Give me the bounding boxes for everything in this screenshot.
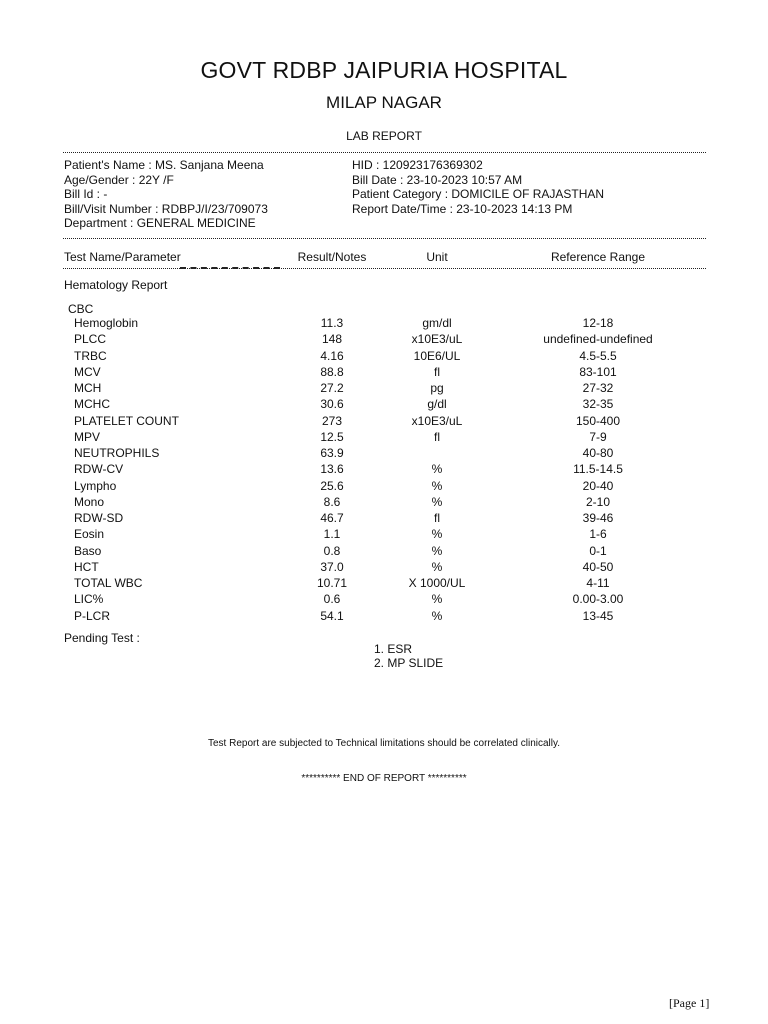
hospital-location: MILAP NAGAR — [326, 93, 442, 112]
hid: HID : 120923176369302 — [352, 158, 483, 172]
test-unit: % — [431, 608, 443, 623]
disclaimer: Test Report are subjected to Technical limitations should be correlated clinically. — [207, 738, 561, 749]
test-result: 4.16 — [320, 348, 344, 363]
test-unit: % — [431, 527, 443, 542]
test-result: 273 — [321, 413, 343, 428]
test-name: Eosin — [74, 527, 105, 542]
test-unit: % — [431, 462, 443, 477]
test-reference: 0-1 — [589, 543, 607, 558]
column-header-underline — [63, 268, 706, 269]
test-unit: pg — [430, 381, 444, 395]
test-name: MCV — [74, 364, 101, 379]
test-name: LIC% — [74, 592, 104, 607]
test-unit: g/dl — [427, 397, 447, 412]
table-row — [0, 397, 768, 413]
divider-middle — [63, 238, 706, 239]
test-reference: 2-10 — [585, 494, 611, 509]
table-row — [0, 576, 768, 592]
end-of-report: ********** END OF REPORT ********** — [301, 773, 467, 784]
page-number: [Page 1] — [669, 996, 710, 1010]
test-result: 25.6 — [320, 478, 344, 493]
test-result: 54.1 — [320, 608, 344, 623]
test-reference: 39-46 — [582, 511, 614, 525]
hospital-name: GOVT RDBP JAIPURIA HOSPITAL — [200, 57, 568, 83]
column-header-reference: Reference Range — [550, 250, 646, 264]
test-result: 30.6 — [320, 397, 344, 412]
table-row — [0, 609, 768, 625]
test-result: 13.6 — [320, 462, 344, 477]
report-datetime: Report Date/Time : 23-10-2023 14:13 PM — [352, 201, 573, 216]
test-name: PLCC — [74, 332, 107, 347]
panel-title: CBC — [68, 302, 94, 316]
column-header-test: Test Name/Parameter — [64, 250, 181, 264]
test-unit: 10E6/UL — [413, 348, 461, 363]
column-header-result: Result/Notes — [297, 250, 367, 264]
table-row — [0, 560, 768, 576]
test-results-table — [0, 316, 768, 625]
table-row — [0, 332, 768, 348]
test-name: TOTAL WBC — [74, 576, 143, 590]
table-row — [0, 430, 768, 446]
table-row — [0, 479, 768, 495]
test-unit: gm/dl — [422, 316, 452, 330]
test-reference: 4.5-5.5 — [579, 348, 617, 363]
test-reference: 0.00-3.00 — [572, 592, 624, 607]
test-reference: 7-9 — [589, 429, 607, 444]
test-reference: 40-80 — [582, 446, 614, 460]
pending-item: 1. ESR — [374, 642, 413, 656]
department: Department : GENERAL MEDICINE — [64, 216, 256, 231]
bill-date: Bill Date : 23-10-2023 10:57 AM — [352, 172, 523, 187]
test-name: MPV — [74, 429, 101, 444]
patient-age-gender: Age/Gender : 22Y /F — [64, 172, 174, 187]
test-reference: 150-400 — [575, 413, 621, 428]
test-unit: % — [431, 559, 443, 574]
test-unit: fl — [434, 364, 440, 379]
test-name: RDW-SD — [74, 511, 124, 525]
patient-category: Patient Category : DOMICILE OF RAJASTHAN — [352, 187, 605, 202]
test-unit: X 1000/UL — [408, 576, 466, 590]
test-unit: x10E3/uL — [411, 413, 463, 428]
report-type: LAB REPORT — [346, 129, 422, 143]
table-row — [0, 462, 768, 478]
test-result: 1.1 — [323, 527, 341, 542]
test-result: 0.8 — [323, 543, 341, 558]
test-reference: 32-35 — [582, 397, 614, 412]
test-reference: 40-50 — [582, 559, 614, 574]
pending-list — [374, 643, 443, 670]
test-name: Hemoglobin — [74, 316, 139, 330]
table-row — [0, 365, 768, 381]
column-header-unit: Unit — [426, 250, 448, 264]
table-row — [0, 511, 768, 527]
test-unit: x10E3/uL — [411, 332, 463, 347]
test-unit: % — [431, 478, 443, 493]
test-result: 0.6 — [323, 592, 341, 607]
test-unit: fl — [434, 429, 440, 444]
test-result: 10.71 — [316, 576, 348, 590]
test-reference: 13-45 — [582, 608, 614, 623]
test-name: Lympho — [74, 478, 117, 493]
test-result: 148 — [321, 332, 343, 347]
table-row — [0, 414, 768, 430]
section-title: Hematology Report — [64, 278, 168, 292]
test-result: 37.0 — [320, 559, 344, 574]
test-name: Baso — [74, 543, 102, 558]
test-unit: % — [431, 543, 443, 558]
patient-info-right — [352, 158, 604, 216]
table-row — [0, 381, 768, 397]
test-reference: 12-18 — [582, 316, 614, 330]
test-result: 63.9 — [320, 446, 344, 460]
test-result: 12.5 — [320, 429, 344, 444]
test-reference: 20-40 — [582, 478, 614, 493]
bill-visit-number: Bill/Visit Number : RDBPJ/I/23/709073 — [64, 201, 268, 216]
test-reference: 27-32 — [582, 381, 614, 395]
table-row — [0, 544, 768, 560]
test-name: Mono — [74, 494, 105, 509]
test-name: MCHC — [74, 397, 110, 412]
patient-name: Patient's Name : MS. Sanjana Meena — [64, 158, 264, 172]
table-row — [0, 527, 768, 543]
test-result: 11.3 — [320, 316, 344, 330]
test-reference: 11.5-14.5 — [573, 462, 623, 477]
pending-item: 2. MP SLIDE — [374, 655, 444, 670]
test-result: 8.6 — [323, 494, 341, 509]
test-name: PLATELET COUNT — [74, 413, 179, 428]
test-unit: % — [431, 592, 443, 607]
test-reference: 83-101 — [579, 364, 617, 379]
test-name: RDW-CV — [74, 462, 124, 477]
test-name: P-LCR — [74, 608, 111, 623]
bill-id: Bill Id : - — [64, 187, 108, 202]
table-row — [0, 349, 768, 365]
test-result: 27.2 — [320, 381, 344, 395]
patient-info-left — [64, 158, 268, 231]
pending-label: Pending Test : — [64, 631, 140, 645]
table-row — [0, 446, 768, 462]
test-reference: undefined-undefined — [543, 332, 653, 347]
test-reference: 4-11 — [586, 576, 610, 590]
test-reference: 1-6 — [589, 527, 607, 542]
test-unit: % — [431, 494, 443, 509]
test-result: 46.7 — [320, 511, 344, 525]
column-header-underline-bold — [180, 267, 280, 269]
test-name: HCT — [74, 559, 99, 574]
table-row — [0, 495, 768, 511]
test-result: 88.8 — [320, 364, 344, 379]
table-row — [0, 316, 768, 332]
divider-top — [63, 152, 706, 153]
test-name: NEUTROPHILS — [74, 446, 160, 460]
test-name: TRBC — [74, 348, 107, 363]
test-unit: fl — [434, 511, 440, 525]
test-name: MCH — [74, 381, 102, 395]
table-row — [0, 592, 768, 608]
